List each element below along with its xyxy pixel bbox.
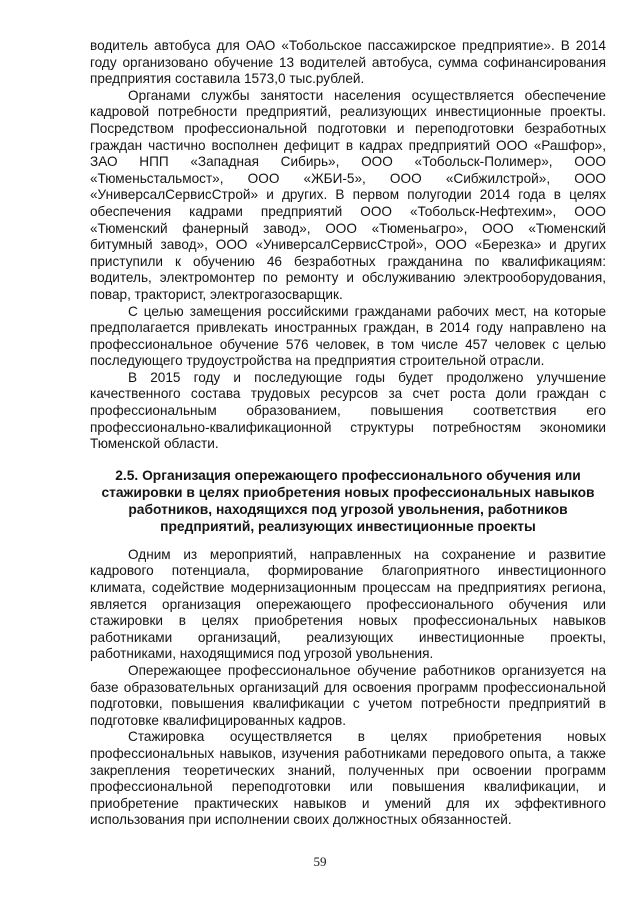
paragraph-employment-service: Органами службы занятости населения осуществляется обеспечение кадровой потребности предприятий, реализующих инвестиционные проекты. Посредством профессиональной подготовки и переподготовки безработных граждан частично восполнен дефицит в кадрах предприятий ООО «Рашфор», ЗАО НПП «Западная Сибирь», ООО «Тобольск-Полимер», ООО «Тюменьстальмост», ООО «ЖБИ-5», ООО «Сибжилстрой», ООО «УниверсалСервисСтрой» и других. В первом полугодии 2014 года в целях обеспечения кадрами предприятий ООО «Тобольск-Нефтехим», ООО «Тюменский фанерный завод», ООО «Тюменьагро», ООО «Тюменский битумный завод», ООО «УниверсалСервисСтрой», ООО «Березка» и других приступили к обучению 46 безработных гражданина по квалификациям: водитель, электромонтер по ремонту и обслуживанию электрооборудования, повар, тракторист, электрогазосварщик. <box>90 87 606 302</box>
paragraph-bus-drivers: водитель автобуса для ОАО «Тобольское пассажирское предприятие». В 2014 году организовано обучение 13 водителей автобуса, сумма софинансирования предприятия составила 1573,0 тыс.рублей. <box>90 38 606 87</box>
paragraph-advance-training: Опережающее профессиональное обучение работников организуется на базе образовательных организаций для освоения программ профессиональной подготовки, повышения квалификации с учетом потребности предприятий в подготовке квалифицированных кадров. <box>90 663 606 728</box>
page-number: 59 <box>313 854 327 869</box>
paragraph-internship: Стажировка осуществляется в целях приобретения новых профессиональных навыков, изучения работниками передового опыта, а также закрепления теоретических знаний, полученных при освоении программ профессиональной переподготовки или повышения квалификации, и приобретение практических навыков и умений для их эффективного использования при исполнении своих должностных обязанностей. <box>90 729 606 828</box>
paragraph-2015-plans: В 2015 году и последующие годы будет продолжено улучшение качественного состава трудовых ресурсов за счет роста доли граждан с профессиональным образованием, повышения соответствия его профессионально-квалификационной структуры потребностям экономики Тюменской области. <box>90 369 606 452</box>
paragraph-measures: Одним из мероприятий, направленных на сохранение и развитие кадрового потенциала, формирование благоприятного инвестиционного климата, содействие модернизационным процессам на предприятиях региона, является организация опережающего профессионального обучения или стажировки в целях приобретения новых профессиональных навыков работниками организаций, реализующих инвестиционные проекты, работниками, находящимися под угрозой увольнения. <box>90 546 606 662</box>
section-heading: 2.5. Организация опережающего профессионального обучения или стажировки в целях приобретения новых профессиональных навыков работников, находящихся под угрозой увольнения, работников предприятий, реализующих инвестиционные проекты <box>101 467 595 534</box>
document-page <box>90 38 606 829</box>
paragraph-foreign-workers-replacement: С целью замещения российскими гражданами рабочих мест, на которые предполагается привлекать иностранных граждан, в 2014 году направлено на профессиональное обучение 576 человек, в том числе 457 человек с целью последующего трудоустройства на предприятия строительной отрасли. <box>90 303 606 369</box>
